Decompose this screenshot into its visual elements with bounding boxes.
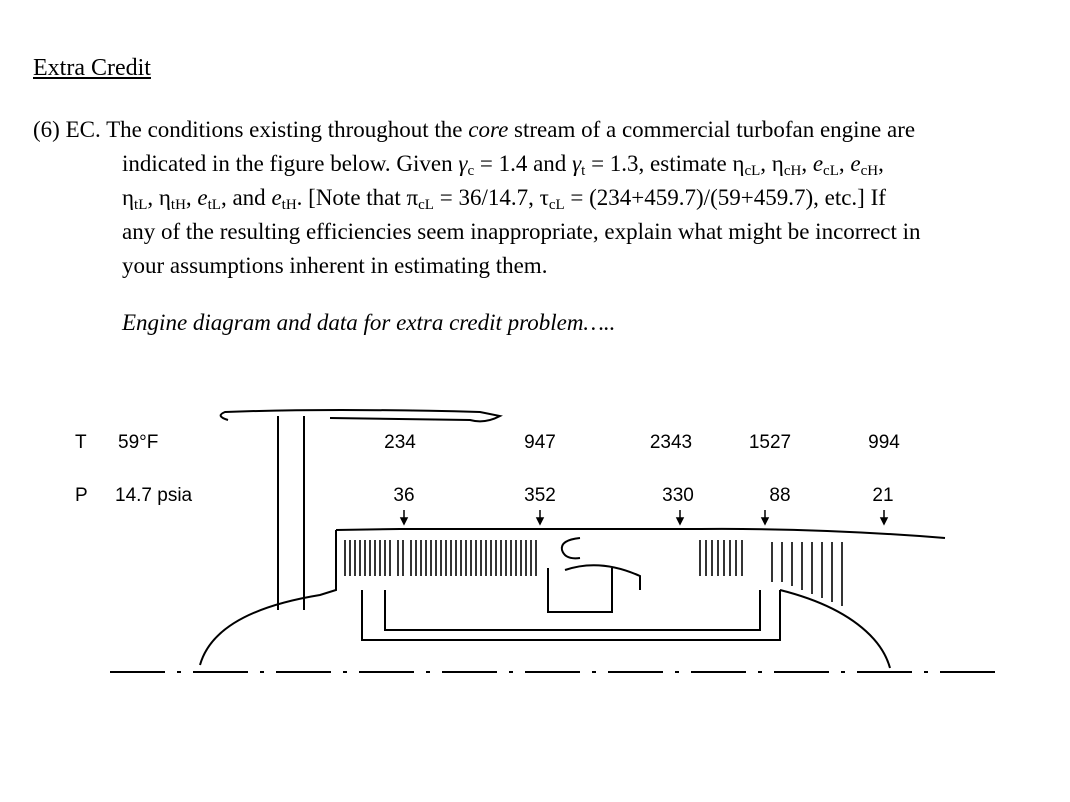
problem-line-2	[33, 147, 1043, 181]
symbol-e: e	[271, 185, 282, 210]
temperature-value: 59°F	[118, 432, 159, 453]
problem-text: stream of a commercial turbofan engine are	[508, 117, 916, 142]
diagram-caption: Engine diagram and data for extra credit problem…..	[122, 310, 616, 335]
pressure-value: 14.7 psia	[115, 485, 193, 506]
emphasis-core: core	[468, 117, 509, 142]
subscript: cL	[418, 197, 434, 213]
punct: ,	[185, 185, 198, 210]
exhaust-cone	[780, 590, 890, 668]
subscript: t	[581, 163, 586, 179]
subscript: cL	[744, 163, 761, 179]
temperature-value: 1527	[748, 432, 792, 453]
pressure-value: 36	[393, 485, 415, 506]
symbol-eta: η	[158, 185, 171, 210]
punct: ,	[878, 151, 884, 176]
subscript: cL	[548, 197, 565, 213]
inner-casing-outer	[362, 590, 780, 640]
pressure-value: 330	[662, 485, 694, 506]
subscript: tH	[281, 197, 297, 213]
punct: ,	[838, 151, 851, 176]
combustor-can	[548, 568, 612, 612]
problem-line-5: your assumptions inherent in estimating them.	[122, 253, 548, 278]
symbol-eta: η	[771, 151, 784, 176]
combustor-liner	[562, 538, 580, 558]
punct: ,	[147, 185, 159, 210]
temperature-value: 2343	[649, 432, 693, 453]
symbol-eta: η	[732, 151, 745, 176]
turbine-blades	[700, 540, 842, 606]
core-casing	[336, 529, 945, 538]
problem-line-4: any of the resulting efficiencies seem inappropriate, explain what might be incorrect in	[122, 219, 921, 244]
problem-text: [Note that	[302, 185, 407, 210]
symbol-gamma: γ	[572, 151, 582, 176]
symbol-pi: π	[406, 185, 419, 210]
pressure-value: 21	[872, 485, 894, 506]
subscript: cL	[823, 163, 839, 179]
pressure-row-label: P	[75, 485, 88, 506]
subscript: c	[467, 163, 475, 179]
engine-outline	[200, 410, 945, 668]
temperature-value: 994	[868, 432, 900, 453]
problem-text: , and	[220, 185, 272, 210]
station-arrows	[401, 510, 887, 524]
section-title: Extra Credit	[33, 55, 151, 81]
symbol-gamma: γ	[458, 151, 468, 176]
temperature-value: 234	[384, 432, 416, 453]
inner-casing-inner	[385, 590, 760, 630]
symbol-eta: η	[122, 185, 135, 210]
engine-diagram	[0, 390, 1070, 690]
problem-text: The conditions existing throughout the	[106, 117, 469, 142]
symbol-e: e	[850, 151, 861, 176]
temperature-row-label: T	[75, 432, 87, 453]
subscript: tL	[134, 197, 148, 213]
spinner	[200, 530, 336, 665]
problem-text: indicated in the figure below. Given	[122, 151, 459, 176]
problem-line-3	[33, 181, 1043, 215]
problem-statement	[33, 113, 1043, 283]
symbol-e: e	[812, 151, 824, 176]
pressure-value: 88	[769, 485, 791, 506]
symbol-tau: τ	[539, 185, 549, 210]
subscript: tL	[207, 197, 221, 213]
temperature-value: 947	[524, 432, 556, 453]
punct: .	[296, 185, 303, 210]
nacelle-lip	[221, 410, 500, 421]
combustor-flow	[565, 565, 640, 590]
punct: ,	[801, 151, 813, 176]
symbol-e: e	[197, 185, 208, 210]
problem-text: = 1.4 and	[474, 151, 573, 176]
compressor-blades	[345, 540, 536, 576]
subscript: cH	[783, 163, 802, 179]
punct: ,	[760, 151, 772, 176]
problem-text: = 1.3, estimate	[585, 151, 733, 176]
problem-number: (6) EC.	[33, 117, 101, 142]
subscript: cH	[860, 163, 879, 179]
pressure-value: 352	[524, 485, 556, 506]
subscript: tH	[170, 197, 186, 213]
problem-line-1	[33, 113, 1043, 147]
problem-text: = (234+459.7)/(59+459.7), etc.] If	[564, 185, 886, 210]
problem-text: = 36/14.7,	[433, 185, 540, 210]
